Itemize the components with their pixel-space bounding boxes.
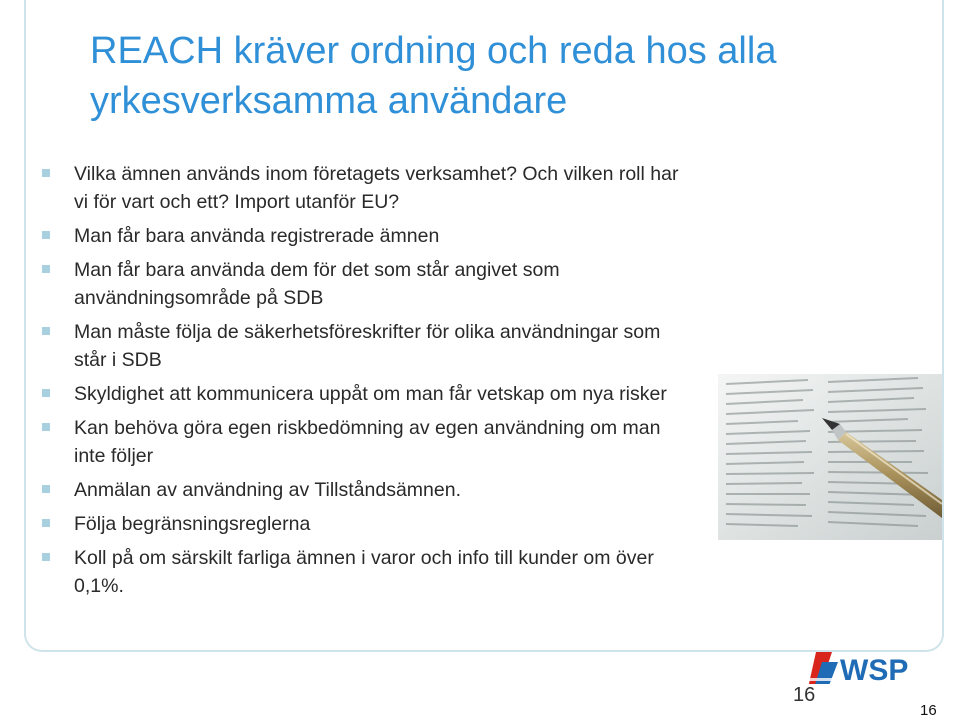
bullet-item <box>42 160 682 216</box>
bullet-square-icon <box>42 423 50 431</box>
bullet-square-icon <box>42 553 50 561</box>
bullet-text: Man måste följa de säkerhetsföreskrifter för olika användningar som står i SDB <box>74 321 661 371</box>
bullet-square-icon <box>42 519 50 527</box>
bullet-item <box>42 380 682 408</box>
bullet-list <box>42 160 682 606</box>
bullet-square-icon <box>42 485 50 493</box>
wsp-logo-text: WSP <box>840 654 909 687</box>
bullet-text: Skyldighet att kommunicera uppåt om man får vetskap om nya risker <box>74 383 667 405</box>
bullet-square-icon <box>42 265 50 273</box>
bullet-text: Anmälan av användning av Tillståndsämnen. <box>74 479 461 501</box>
bullet-text: Följa begränsningsreglerna <box>74 513 311 535</box>
bullet-square-icon <box>42 231 50 239</box>
bullet-item <box>42 256 682 312</box>
slide-title: REACH kräver ordning och reda hos alla yrkesverksamma användare <box>90 30 777 122</box>
bullet-square-icon <box>42 169 50 177</box>
bullet-item <box>42 414 682 470</box>
bullet-item <box>42 318 682 374</box>
slide-number-large: 16 <box>793 684 816 706</box>
bullet-text: Man får bara använda dem för det som står angivet som användningsområde på SDB <box>74 259 560 309</box>
bullet-item <box>42 510 682 538</box>
document-with-pen-photo <box>718 374 942 540</box>
bullet-item <box>42 476 682 504</box>
bullet-square-icon <box>42 327 50 335</box>
bullet-square-icon <box>42 389 50 397</box>
bullet-item <box>42 222 682 250</box>
bullet-text: Man får bara använda registrerade ämnen <box>74 225 440 247</box>
photo-illustration <box>718 374 942 540</box>
bullet-text: Kan behöva göra egen riskbedömning av egen användning om man inte följer <box>74 417 661 467</box>
slide-number-small: 16 <box>920 702 937 719</box>
bullet-item <box>42 544 682 600</box>
bullet-text: Vilka ämnen används inom företagets verksamhet? Och vilken roll har vi för vart och ett? Import utanför EU? <box>74 163 679 213</box>
wsp-logo <box>808 646 918 694</box>
bullet-text: Koll på om särskilt farliga ämnen i varor och info till kunder om över 0,1%. <box>74 547 654 597</box>
